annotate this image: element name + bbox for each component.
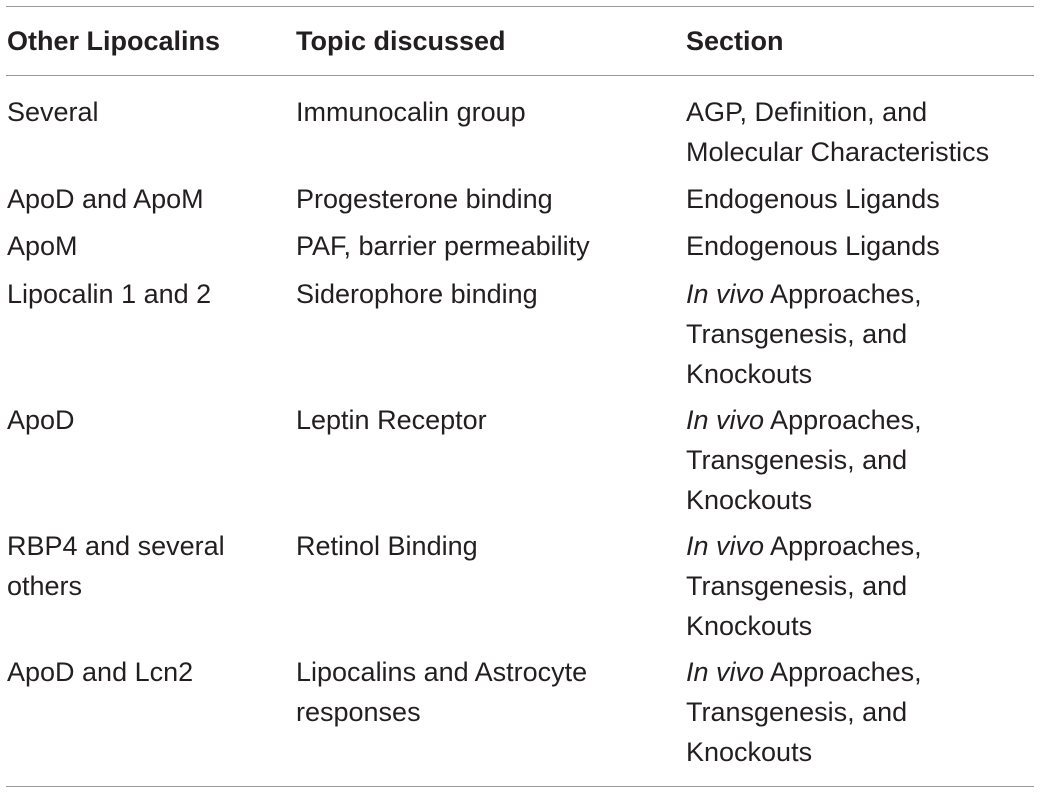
row-4-section xyxy=(686,274,1036,394)
header-section: Section xyxy=(686,26,784,56)
row-7-lipocalin: ApoD and Lcn2 xyxy=(7,657,194,687)
row-5-section xyxy=(686,400,1036,520)
header-topic-discussed: Topic discussed xyxy=(296,26,506,56)
row-2-section-text: Endogenous Ligands xyxy=(686,184,940,214)
row-5-lipocalin: ApoD xyxy=(7,405,75,435)
row-3-lipocalin: ApoM xyxy=(7,231,78,261)
row-2-lipocalin: ApoD and ApoM xyxy=(7,184,204,214)
row-7-section-text: Approaches, Transgenesis, and Knockouts xyxy=(686,657,922,767)
row-5-section-text: Approaches, Transgenesis, and Knockouts xyxy=(686,405,922,515)
header-other-lipocalins: Other Lipocalins xyxy=(7,26,221,56)
row-6-topic: Retinol Binding xyxy=(296,531,478,561)
row-2-topic: Progesterone binding xyxy=(296,184,553,214)
row-4-lipocalin: Lipocalin 1 and 2 xyxy=(7,279,212,309)
row-7-section xyxy=(686,652,1036,772)
row-6-section-text: Approaches, Transgenesis, and Knockouts xyxy=(686,531,922,641)
row-7-topic: Lipocalins and Astrocyte responses xyxy=(296,657,588,727)
row-1-topic: Immunocalin group xyxy=(296,97,526,127)
row-6-lipocalin: RBP4 and several others xyxy=(7,531,225,601)
row-1-lipocalin: Several xyxy=(7,97,99,127)
table-header-rule xyxy=(6,75,1034,76)
row-3-section xyxy=(686,226,1036,266)
table-top-rule xyxy=(6,6,1034,7)
row-2-section xyxy=(686,179,1036,219)
row-4-topic: Siderophore binding xyxy=(296,279,538,309)
row-5-topic: Leptin Receptor xyxy=(296,405,487,435)
row-1-section xyxy=(686,92,1036,172)
row-4-section-italic: In vivo xyxy=(686,279,765,309)
row-5-section-italic: In vivo xyxy=(686,405,765,435)
row-6-section-italic: In vivo xyxy=(686,531,765,561)
row-3-topic: PAF, barrier permeability xyxy=(296,231,590,261)
row-6-section xyxy=(686,526,1036,646)
row-4-section-text: Approaches, Transgenesis, and Knockouts xyxy=(686,279,922,389)
row-1-section-text: AGP, Definition, and Molecular Characteristics xyxy=(686,97,990,167)
table-bottom-rule xyxy=(6,786,1034,787)
row-7-section-italic: In vivo xyxy=(686,657,765,687)
row-3-section-text: Endogenous Ligands xyxy=(686,231,940,261)
